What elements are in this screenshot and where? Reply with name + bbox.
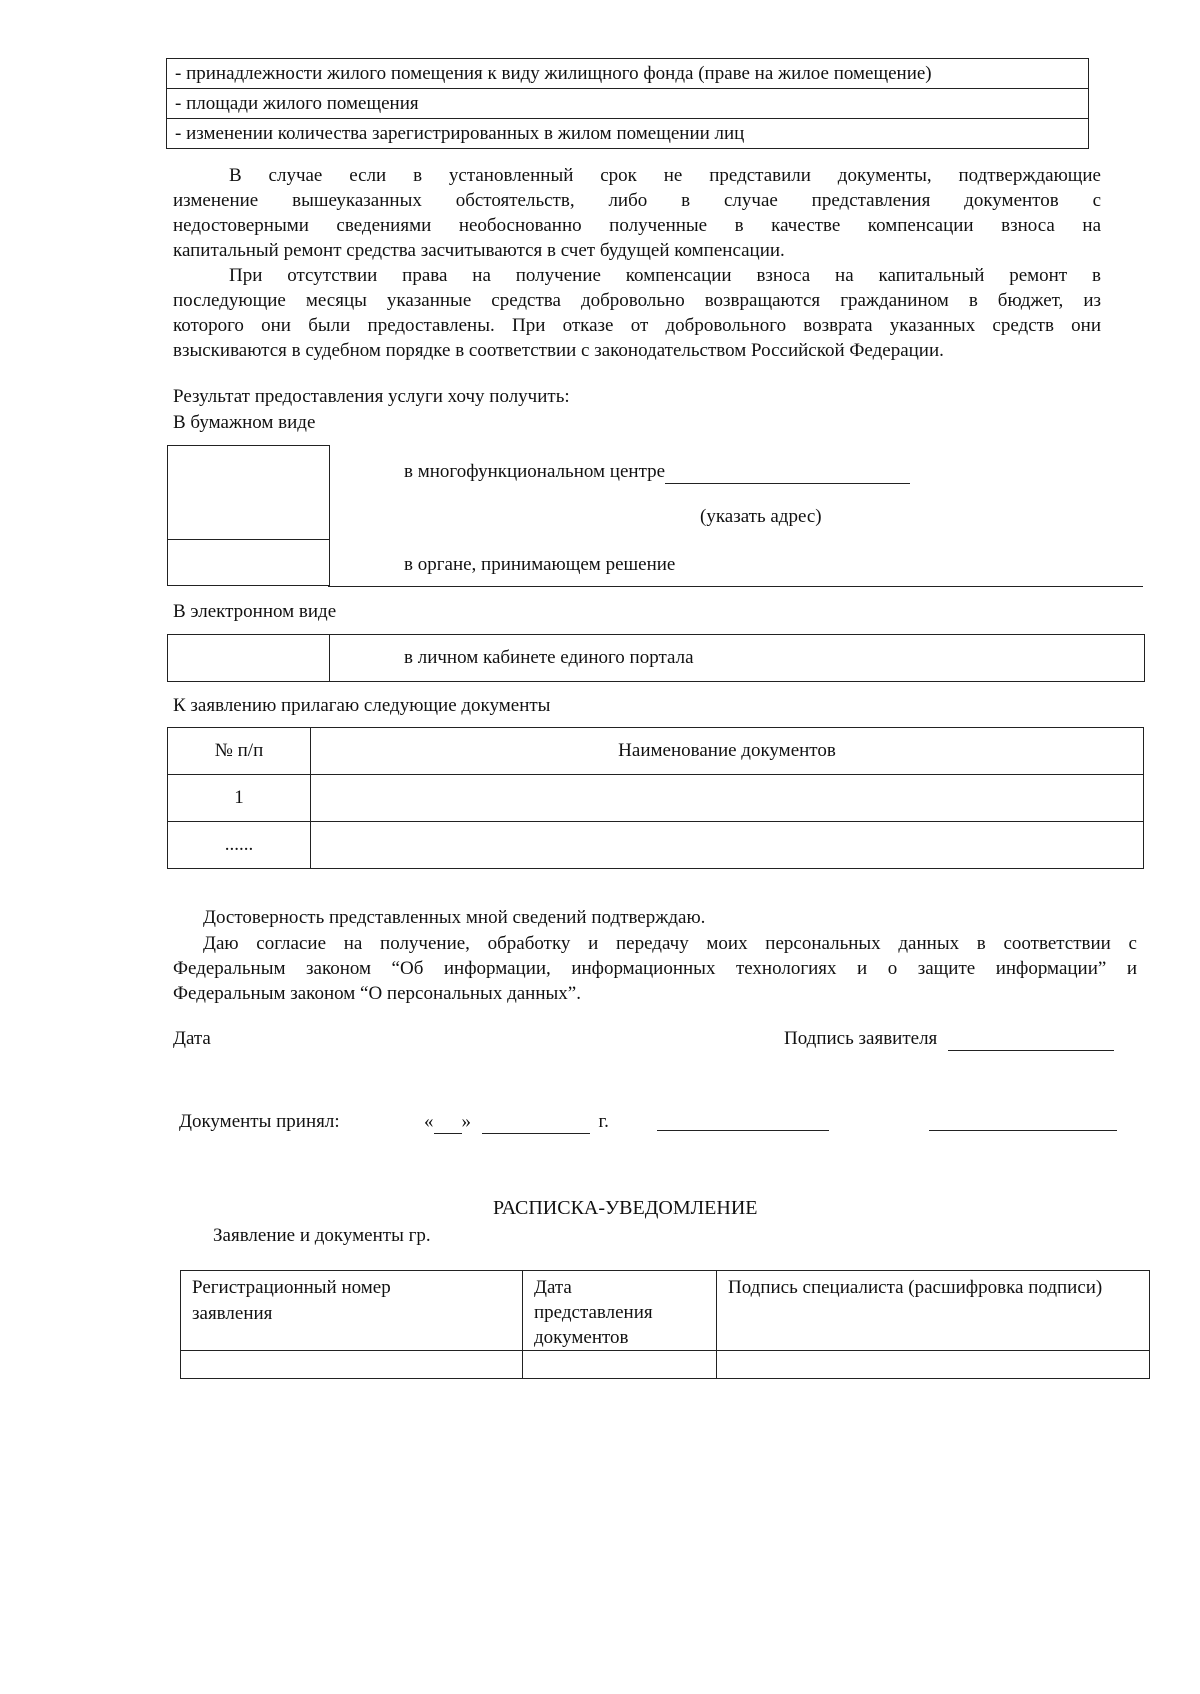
header-num-text: № п/п [214, 740, 264, 761]
consent-paragraph [173, 931, 1137, 1006]
consent-confirm: Достоверность представленных мной сведений подтверждаю. [203, 907, 706, 928]
row-num-text: 1 [234, 787, 244, 808]
mfc-checkbox[interactable] [167, 445, 330, 540]
receipt-title: РАСПИСКА-УВЕДОМЛЕНИЕ [493, 1197, 758, 1219]
mfc-address-field[interactable] [665, 463, 910, 484]
header-num [168, 728, 311, 775]
row-document-name[interactable] [311, 775, 1144, 822]
portal-label: в личном кабинете единого портала [404, 647, 694, 668]
top-conditions-table [166, 58, 1089, 149]
day-field[interactable] [434, 1113, 462, 1134]
paragraph-line: Федеральным законом “О персональных данных”. [173, 983, 581, 1004]
electronic-label: В электронном виде [173, 601, 337, 622]
paragraph-line: Федеральным законом “Об информации, информационных технологиях и о защите информации” и [173, 958, 1137, 979]
attachments-table [167, 727, 1144, 869]
paragraph-line: изменение вышеуказанных обстоятельств, либо в случае представления документов с [173, 190, 1101, 211]
specialist-sign-cell[interactable] [717, 1351, 1150, 1379]
table-row [168, 775, 1144, 822]
mfc-option [404, 460, 910, 484]
quote-open: « [424, 1111, 434, 1132]
date-label: Дата [173, 1028, 211, 1049]
table-row [168, 822, 1144, 869]
organ-label: в органе, принимающем решение [404, 554, 676, 575]
header-name [311, 728, 1144, 775]
header-name-text: Наименование документов [618, 740, 836, 761]
row-num [168, 822, 311, 869]
address-hint: (указать адрес) [700, 506, 822, 527]
date-cell[interactable] [523, 1351, 717, 1379]
table-row [167, 59, 1089, 89]
condition-text: - принадлежности жилого помещения к виду жилищного фонда (праве на жилое помещение) [175, 62, 932, 84]
paragraph-refund [173, 263, 1101, 363]
year-suffix: г. [598, 1111, 609, 1132]
accepted-label: Документы принял: [179, 1111, 340, 1132]
paragraph-line: капитальный ремонт средства засчитываются в счет будущей компенсации. [173, 240, 785, 261]
applicant-sign-label: Подпись заявителя [784, 1028, 938, 1049]
header-date [523, 1271, 717, 1351]
divider [328, 586, 1143, 587]
reg-number-cell[interactable] [181, 1351, 523, 1379]
mfc-label: в многофункциональном центре [404, 461, 666, 482]
header-reg-number [181, 1271, 523, 1351]
paragraph-line: последующие месяцы указанные средства добровольно возвращаются гражданином в бюджет, из [173, 290, 1101, 311]
paragraph-line: Даю согласие на получение, обработку и передачу моих персональных данных в соответствии с [203, 933, 1137, 954]
receipt-table [180, 1270, 1150, 1379]
header-specialist-sign [717, 1271, 1150, 1351]
accepter-signature-field[interactable] [657, 1110, 829, 1131]
header-reg-number-text: Регистрационный номер заявления [192, 1277, 391, 1324]
header-date-text: Дата представления документов [534, 1277, 653, 1348]
paragraph-overdue [173, 163, 1101, 263]
row-num [168, 775, 311, 822]
table-row [167, 89, 1089, 119]
table-row [167, 119, 1089, 149]
paragraph-line: В случае если в установленный срок не представили документы, подтверждающие [229, 165, 1101, 186]
row-document-name[interactable] [311, 822, 1144, 869]
row-num-text: ...... [224, 834, 254, 855]
paragraph-line: недостоверными сведениями необоснованно полученные в качестве компенсации взноса на [173, 215, 1101, 236]
portal-checkbox[interactable] [168, 635, 330, 681]
paragraph-line: которого они были предоставлены. При отказе от добровольного возврата указанных средств они [173, 315, 1101, 336]
quote-close: » [461, 1111, 471, 1132]
header-specialist-sign-text: Подпись специалиста (расшифровка подписи) [728, 1277, 1103, 1298]
attachments-heading: К заявлению прилагаю следующие документы [173, 695, 551, 716]
organ-checkbox[interactable] [167, 538, 330, 586]
table-row [181, 1351, 1150, 1379]
condition-text: - площади жилого помещения [175, 92, 419, 114]
paragraph-line: При отсутствии права на получение компенсации взноса на капитальный ремонт в [229, 265, 1101, 286]
accepted-date [424, 1110, 609, 1134]
receipt-subtitle: Заявление и документы гр. [213, 1225, 431, 1246]
portal-row [167, 634, 1145, 682]
paper-label: В бумажном виде [173, 412, 316, 433]
condition-text: - изменении количества зарегистрированных в жилом помещении лиц [175, 122, 745, 144]
month-field[interactable] [482, 1113, 590, 1134]
result-heading: Результат предоставления услуги хочу получить: [173, 386, 570, 407]
applicant-signature-field[interactable] [948, 1030, 1114, 1051]
accepter-name-field[interactable] [929, 1110, 1117, 1131]
applicant-signature [784, 1027, 1114, 1051]
paragraph-line: взыскиваются в судебном порядке в соответствии с законодательством Российской Федерации. [173, 340, 944, 361]
